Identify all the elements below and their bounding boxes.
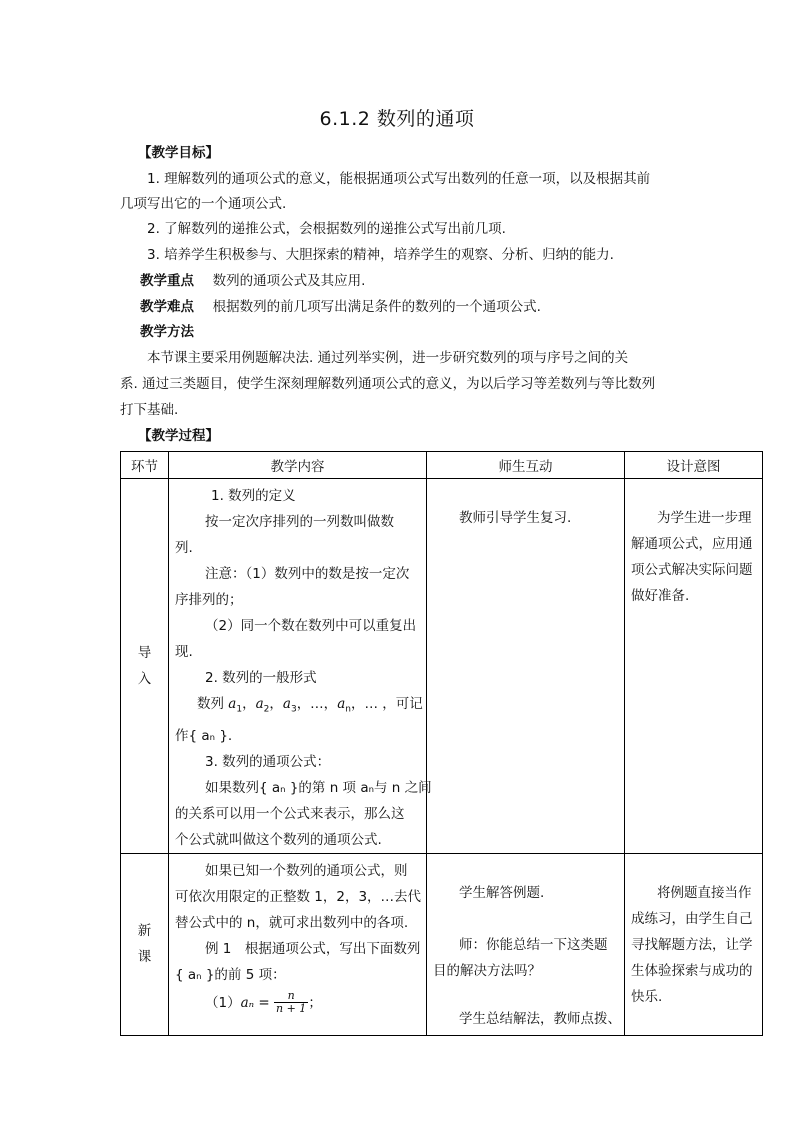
objective-1-line-2: 几项写出它的一个通项公式. xyxy=(120,196,287,212)
fraction: $\frac{n}{n + 1}$ xyxy=(276,989,307,1016)
method-line-3: 打下基础. xyxy=(120,402,179,418)
design-cell-intro xyxy=(625,479,763,854)
content-line: { aₙ }的前 5 项： xyxy=(175,966,286,983)
interaction-cell-intro xyxy=(427,479,625,854)
content-line: 例 1 根据通项公式，写出下面数列 xyxy=(205,940,421,957)
interaction-text: 目的解决方法吗？ xyxy=(433,962,541,979)
header-design: 设计意图 xyxy=(625,452,763,479)
content-line: 2. 数列的一般形式 xyxy=(205,670,317,686)
stage-new-char-2: 课 xyxy=(137,949,152,966)
stage-cell-new-lesson xyxy=(121,853,169,1035)
interaction-text: 学生总结解法，教师点拨、 xyxy=(459,1010,621,1027)
difficulty xyxy=(140,297,541,317)
difficulty-label: 教学难点 xyxy=(140,299,194,315)
header-stage: 环节 xyxy=(121,452,169,479)
content-line: （2）同一个数在数列中可以重复出 xyxy=(205,618,417,634)
stage-intro-char-1: 导 xyxy=(137,644,152,661)
page-title: 6.1.2 数列的通项 xyxy=(319,108,475,130)
interaction-text: 学生解答例题. xyxy=(459,884,545,901)
content-line: 如果已知一个数列的通项公式，则 xyxy=(205,862,408,879)
content-cell-new-lesson xyxy=(169,853,427,1035)
content-line: 个公式就叫做这个数列的通项公式. xyxy=(175,831,382,848)
teaching-process-table xyxy=(120,451,763,1036)
content-line: 按一定次序排列的一列数叫做数 xyxy=(205,514,394,530)
design-text: 为学生进一步理解通项公式，应用通项公式解决实际问题做好准备. xyxy=(631,510,753,604)
process-heading: 【教学过程】 xyxy=(138,428,219,444)
design-text: 将例题直接当作成练习，由学生自己寻找解题方法，让学生体验探索与成功的快乐. xyxy=(631,884,753,1005)
key-point-text: 数列的通项公式及其应用. xyxy=(212,273,366,289)
content-line: 作{ aₙ }. xyxy=(175,727,233,744)
table-row-new-lesson xyxy=(121,853,763,1035)
method-line-2: 系. 通过三类题目，使学生深刻理解数列通项公式的意义，为以后学习等差数列与等比数列 xyxy=(120,376,656,392)
table-row-intro xyxy=(121,479,763,854)
key-point xyxy=(140,271,365,291)
content-line: 注意：（1）数列中的数是按一定次 xyxy=(205,566,410,582)
interaction-cell-new-lesson xyxy=(427,853,625,1035)
interaction-text: 师：你能总结一下这类题 xyxy=(459,936,608,953)
design-cell-new-lesson xyxy=(625,853,763,1035)
content-line: 可依次用限定的正整数 1，2，3，…去代 xyxy=(175,888,422,905)
content-line: 1. 数列的定义 xyxy=(211,488,296,504)
objective-1-line-1: 1. 理解数列的通项公式的意义，能根据通项公式写出数列的任意一项，以及根据其前 xyxy=(147,171,651,187)
stage-cell-intro xyxy=(121,479,169,854)
content-line: 替公式中的 n，就可求出数列中的各项. xyxy=(175,914,409,931)
content-line-sequence: 数列 $a_1$，$a_2$，$a_3$，…，$a_n$，… ，可记 xyxy=(197,696,423,715)
header-interaction: 师生互动 xyxy=(427,452,625,479)
key-point-label: 教学重点 xyxy=(140,273,194,289)
objective-3: 3. 培养学生积极参与、大胆探索的精神，培养学生的观察、分析、归纳的能力. xyxy=(147,247,614,263)
content-line: 的关系可以用一个公式来表示，那么这 xyxy=(175,805,405,822)
interaction-text: 教师引导学生复习. xyxy=(459,510,572,526)
content-line: 3. 数列的通项公式： xyxy=(205,753,331,770)
content-line: 现. xyxy=(175,644,193,660)
header-content: 教学内容 xyxy=(169,452,427,479)
content-line: 如果数列{ aₙ }的第 n 项 aₙ与 n 之间 xyxy=(205,779,432,796)
content-line: 列. xyxy=(175,540,193,556)
formula-line: （1）aₙ = $\frac{n}{n + 1}$ ； xyxy=(205,989,322,1016)
stage-intro-char-2: 入 xyxy=(137,670,152,687)
difficulty-text: 根据数列的前几项写出满足条件的数列的一个通项公式. xyxy=(212,299,541,315)
objectives-heading: 【教学目标】 xyxy=(138,145,219,161)
method-label: 教学方法 xyxy=(140,324,194,340)
stage-new-char-1: 新 xyxy=(137,923,152,940)
content-cell-intro xyxy=(169,479,432,854)
objective-2: 2. 了解数列的递推公式，会根据数列的递推公式写出前几项. xyxy=(147,221,506,237)
content-line: 序排列的； xyxy=(175,592,243,608)
method-line-1: 本节课主要采用例题解决法. 通过列举实例，进一步研究数列的项与序号之间的关 xyxy=(147,350,629,366)
table-header-row xyxy=(121,452,763,479)
